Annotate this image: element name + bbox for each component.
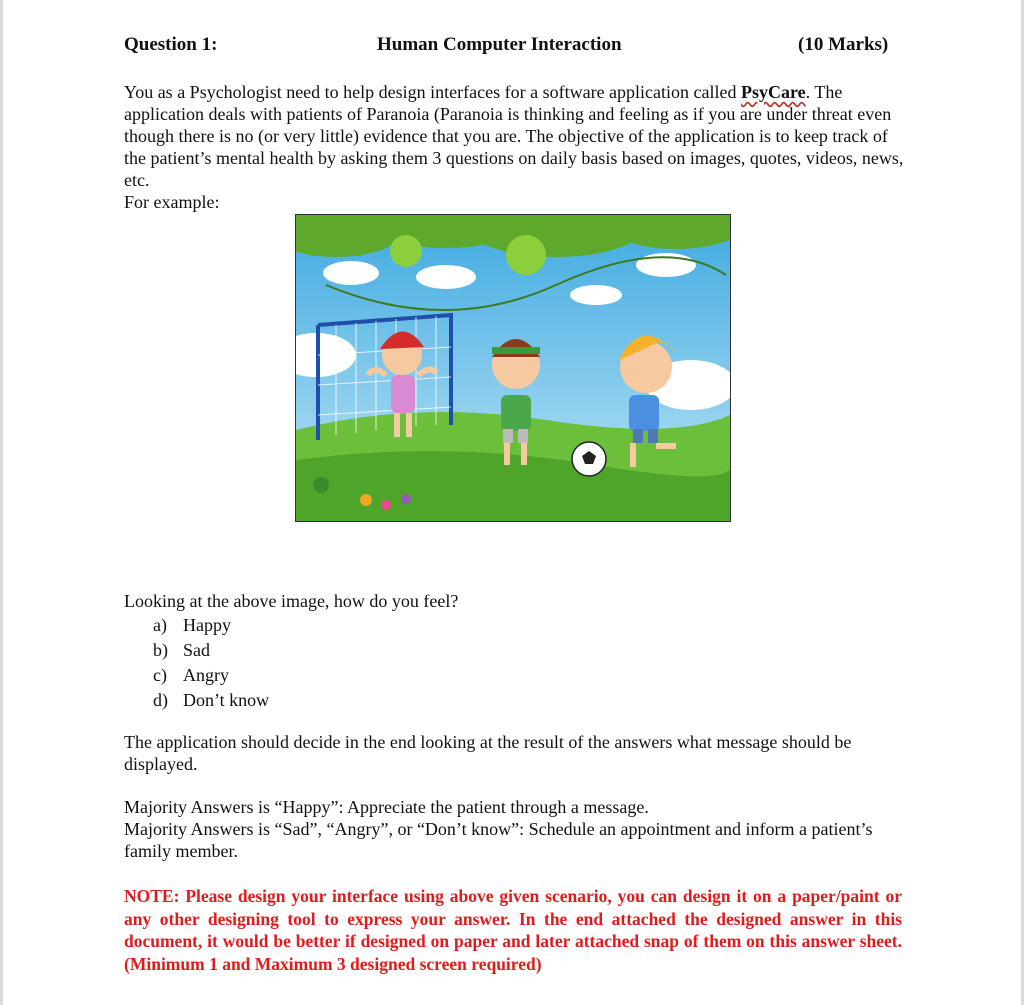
option-letter: c) <box>153 665 167 685</box>
option-sad[interactable] <box>153 639 269 664</box>
option-letter: b) <box>153 640 168 660</box>
rule-other: Majority Answers is “Sad”, “Angry”, or “Don’t know”: Schedule an appointment and inform a patient’s family member. <box>124 819 873 861</box>
page-edge-left <box>0 0 3 1005</box>
option-letter: d) <box>153 690 168 710</box>
course-title: Human Computer Interaction <box>377 34 622 55</box>
rule-happy: Majority Answers is “Happy”: Appreciate the patient through a message. <box>124 797 649 817</box>
football-kids-illustration <box>296 215 730 521</box>
example-illustration <box>295 214 731 522</box>
option-letter: a) <box>153 615 167 635</box>
option-dont-know[interactable] <box>153 689 269 714</box>
example-label: For example: <box>124 192 220 212</box>
option-text: Don’t know <box>183 690 270 710</box>
option-text: Angry <box>183 665 229 685</box>
app-name: PsyCare <box>741 82 806 102</box>
note-paragraph: NOTE: Please design your interface using above given scenario, you can design it on a paper/paint or any other designing tool to express your answer. In the end attached the designed answer in this document, it would be better if designed on paper and later attached snap of them on this answer sheet. (Minimum 1 and Maximum 3 designed screen required) <box>124 886 902 974</box>
intro-text-end: . The application deals with patients of Paranoia (Paranoia is thinking and feeling as if you are under threat even though there is no (or very little) evidence that you are. The objective of the application is to keep track of the patient’s mental health by asking them 3 questions on daily basis based on images, quotes, videos, news, etc. <box>124 82 904 190</box>
decision-text: The application should decide in the end looking at the result of the answers what message should be displayed. <box>124 732 852 774</box>
message-rules <box>124 796 904 862</box>
question-label: Question 1: <box>124 34 218 55</box>
intro-text-start: You as a Psychologist need to help design interfaces for a software application called <box>124 82 742 102</box>
answer-options <box>153 614 269 714</box>
document-body <box>124 34 904 974</box>
question-header <box>124 34 904 64</box>
option-happy[interactable] <box>153 614 269 639</box>
option-angry[interactable] <box>153 664 269 689</box>
question-prompt: Looking at the above image, how do you feel? <box>124 591 459 611</box>
soccer-ball <box>572 442 606 476</box>
option-text: Happy <box>183 615 231 635</box>
intro-paragraph <box>124 81 904 213</box>
option-text: Sad <box>183 640 210 660</box>
marks-label: (10 Marks) <box>798 34 889 55</box>
decision-paragraph <box>124 731 904 775</box>
